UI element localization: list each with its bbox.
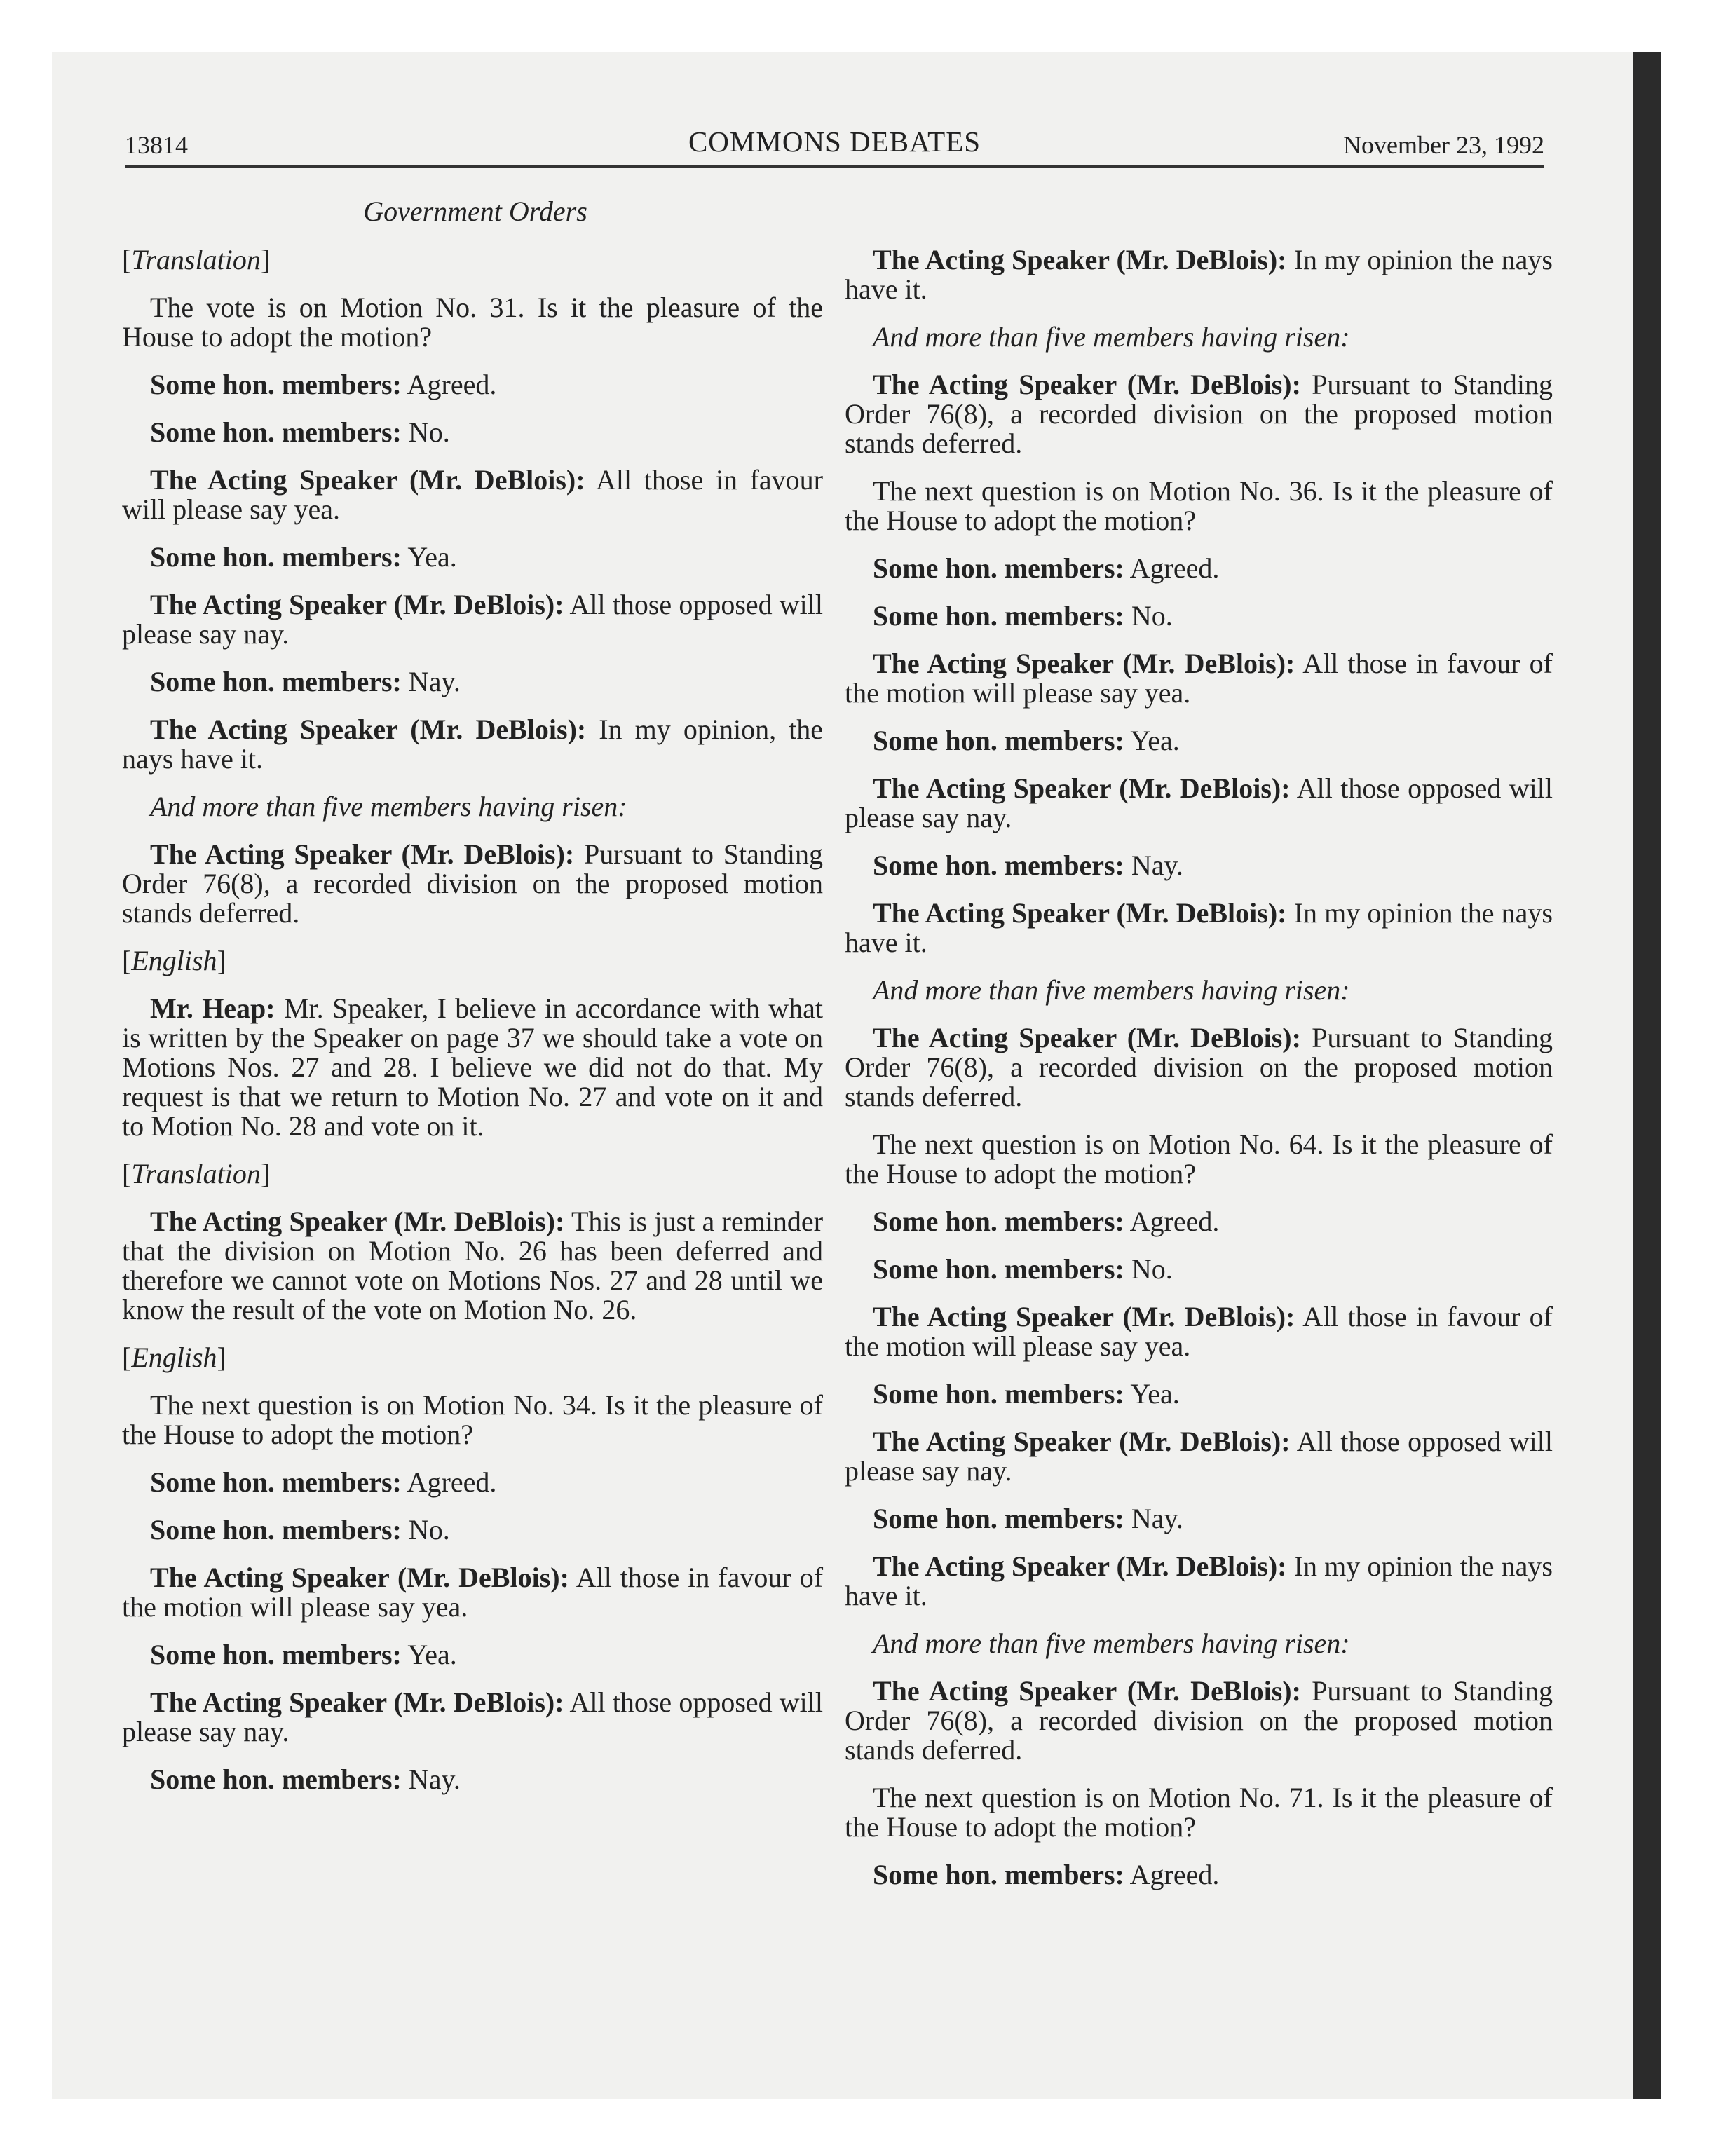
speech-paragraph [845,1427,1553,1486]
speech-text: All those in favour of the motion will please say yea. [122,1562,824,1623]
speech-text: All those opposed will please say nay. [122,589,823,650]
speaker-name: Some hon. members: [873,1253,1124,1285]
speech-paragraph [122,840,823,928]
speech-paragraph [122,1515,823,1545]
speech-paragraph [122,1688,823,1747]
speaker-name: The Acting Speaker (Mr. DeBlois): [150,1562,569,1593]
speaker-name: Some hon. members: [873,725,1124,756]
speaker-name: The Acting Speaker (Mr. DeBlois): [873,1426,1291,1457]
speaker-name: Some hon. members: [873,1859,1124,1890]
speech-text: Nay. [1131,850,1183,881]
speech-paragraph [845,1860,1553,1890]
page-number: 13814 [125,131,188,159]
speech-text: In my opinion, the nays have it. [122,714,824,775]
speech-text: Agreed. [1129,1206,1220,1237]
speech-text: This is just a reminder that the division on Motion No. 26 has been deferred and therefore we cannot vote on Motions Nos. 27 and 28 until we know the result of the vote on Motion No. 26. [122,1206,824,1325]
speech-text: Yea. [1130,725,1180,756]
speech-text: Yea. [1130,1378,1180,1410]
speech-paragraph [845,554,1553,583]
speaker-name: The Acting Speaker (Mr. DeBlois): [150,1686,564,1718]
speech-paragraph [845,245,1553,304]
speech-paragraph [845,601,1553,631]
speech-text: No. [1131,1253,1173,1285]
speech-paragraph [845,774,1553,833]
speech-paragraph [122,1468,823,1497]
speech-paragraph [845,1677,1553,1765]
text-paragraph: The next question is on Motion No. 71. Is it the pleasure of the House to adopt the motion? [845,1782,1553,1843]
procedural-note: And more than five members having risen: [873,974,1350,1006]
speaker-name: Some hon. members: [150,666,402,697]
procedural-note: And more than five members having risen: [150,791,627,822]
speech-paragraph [122,543,823,572]
speaker-name: The Acting Speaker (Mr. DeBlois): [150,589,564,620]
speech-text: In my opinion the nays have it. [845,897,1553,958]
speech-text: No. [408,1514,450,1546]
speaker-name: Mr. Heap: [150,992,275,1024]
speaker-name: The Acting Speaker (Mr. DeBlois): [150,1206,565,1237]
speech-paragraph [845,899,1553,957]
speaker-name: Some hon. members: [150,1514,402,1546]
procedural-note: And more than five members having risen: [873,1628,1350,1659]
speech-paragraph [845,1302,1553,1361]
speaker-name: The Acting Speaker (Mr. DeBlois): [873,1022,1301,1053]
language-tag [122,1343,823,1372]
speaker-name: Some hon. members: [873,552,1124,584]
speech-text: Yea. [407,1639,457,1670]
left-column [122,245,823,1813]
speech-text: Pursuant to Standing Order 76(8), a recorded division on the proposed motion stands deferred. [845,1675,1553,1766]
speaker-name: The Acting Speaker (Mr. DeBlois): [873,1550,1287,1582]
speaker-name: Some hon. members: [150,416,402,448]
procedural-note: And more than five members having risen: [873,321,1350,353]
speaker-name: Some hon. members: [150,541,402,573]
speech-text: Yea. [407,541,457,573]
speech-text: Agreed. [1129,1859,1220,1890]
text-paragraph: The next question is on Motion No. 36. Is it the pleasure of the House to adopt the motion? [845,475,1553,536]
speech-text: All those in favour will please say yea. [122,464,823,525]
page-date: November 23, 1992 [1343,131,1544,159]
speech-text: All those in favour of the motion will please say yea. [845,1301,1553,1362]
speaker-name: The Acting Speaker (Mr. DeBlois): [150,464,585,496]
right-column [845,245,1553,1908]
speech-paragraph [845,1552,1553,1611]
speech-text: All those in favour of the motion will please say yea. [845,648,1553,709]
speaker-name: The Acting Speaker (Mr. DeBlois): [873,244,1287,275]
language-tag [122,1159,823,1189]
text-paragraph: The next question is on Motion No. 34. Is it the pleasure of the House to adopt the motion? [122,1389,823,1450]
speech-paragraph [122,1765,823,1794]
speaker-name: Some hon. members: [873,1206,1124,1237]
tag-bracket: ] [217,945,226,976]
speaker-name: The Acting Speaker (Mr. DeBlois): [873,897,1287,929]
tag-bracket: [ [122,1158,132,1189]
speech-paragraph [845,370,1553,458]
speaker-name: Some hon. members: [150,1466,402,1498]
speech-paragraph [122,667,823,697]
speaker-name: The Acting Speaker (Mr. DeBlois): [150,714,587,745]
speech-text: Pursuant to Standing Order 76(8), a recorded division on the proposed motion stands deferred. [845,369,1553,459]
scan-edge-shadow [1633,52,1661,2099]
speaker-name: The Acting Speaker (Mr. DeBlois): [873,369,1301,400]
speech-paragraph [845,1504,1553,1534]
speech-paragraph [122,465,823,524]
speech-paragraph [845,1379,1553,1409]
speech-text: Agreed. [407,369,497,400]
tag-text: Translation [131,244,261,275]
speaker-name: The Acting Speaker (Mr. DeBlois): [873,1675,1301,1707]
speech-text: In my opinion the nays have it. [845,1550,1553,1611]
speech-paragraph [845,1255,1553,1284]
speech-text: Pursuant to Standing Order 76(8), a recorded division on the proposed motion stands deferred. [122,838,824,929]
speech-text: In my opinion the nays have it. [845,244,1553,305]
speaker-name: Some hon. members: [873,600,1124,632]
speaker-name: Some hon. members: [873,1503,1124,1534]
speaker-name: The Acting Speaker (Mr. DeBlois): [873,1301,1295,1332]
speech-text: All those opposed will please say nay. [845,772,1553,833]
speaker-name: Some hon. members: [150,1763,402,1795]
speech-paragraph [845,1023,1553,1112]
tag-bracket: [ [122,244,132,275]
speech-text: All those opposed will please say nay. [122,1686,823,1747]
speech-text: No. [408,416,450,448]
speaker-name: Some hon. members: [873,850,1124,881]
speech-paragraph [122,370,823,400]
speaker-name: The Acting Speaker (Mr. DeBlois): [873,648,1295,679]
tag-bracket: ] [260,244,271,275]
speech-paragraph [122,418,823,447]
speech-paragraph [845,1207,1553,1236]
speaker-name: Some hon. members: [150,369,402,400]
tag-bracket: [ [122,1342,132,1373]
language-tag [122,946,823,976]
speech-paragraph [845,649,1553,708]
speech-text: Nay. [1131,1503,1183,1534]
speech-text: No. [1131,600,1173,632]
text-paragraph: The vote is on Motion No. 31. Is it the pleasure of the House to adopt the motion? [122,292,823,353]
speech-paragraph [845,851,1553,880]
speech-paragraph [845,726,1553,756]
speaker-name: The Acting Speaker (Mr. DeBlois): [873,772,1291,804]
speaker-name: Some hon. members: [873,1378,1124,1410]
speech-paragraph [122,1207,823,1325]
section-title: Government Orders [363,196,587,227]
header-rule [125,165,1544,168]
language-tag [122,245,823,275]
speech-paragraph [122,715,823,774]
speech-paragraph [122,1640,823,1670]
speech-text: Agreed. [407,1466,497,1498]
text-paragraph: The next question is on Motion No. 64. Is it the pleasure of the House to adopt the motion? [845,1128,1553,1189]
tag-bracket: [ [122,945,132,976]
tag-text: English [131,945,217,976]
speech-text: Nay. [408,1763,461,1795]
speech-paragraph [122,1563,823,1622]
speech-paragraph [122,590,823,649]
speaker-name: Some hon. members: [150,1639,402,1670]
tag-bracket: ] [217,1342,226,1373]
tag-text: Translation [131,1158,261,1189]
tag-bracket: ] [260,1158,271,1189]
page-header [125,125,1544,168]
speech-text: Mr. Speaker, I believe in accordance with what is written by the Speaker on page 37 we should take a vote on Motions Nos. 27 and 28. I believe we did not do that. My request is that we return to Motion No. 27 and vote on it and to Motion No. 28 and vote on it. [122,992,823,1142]
speech-text: Pursuant to Standing Order 76(8), a recorded division on the proposed motion stands deferred. [845,1022,1553,1112]
publication-title: COMMONS DEBATES [688,125,981,158]
tag-text: English [131,1342,217,1373]
speech-text: Nay. [408,666,461,697]
speech-paragraph [122,994,823,1141]
speaker-name: The Acting Speaker (Mr. DeBlois): [150,838,575,870]
speech-text: All those opposed will please say nay. [845,1426,1553,1487]
speech-text: Agreed. [1129,552,1220,584]
